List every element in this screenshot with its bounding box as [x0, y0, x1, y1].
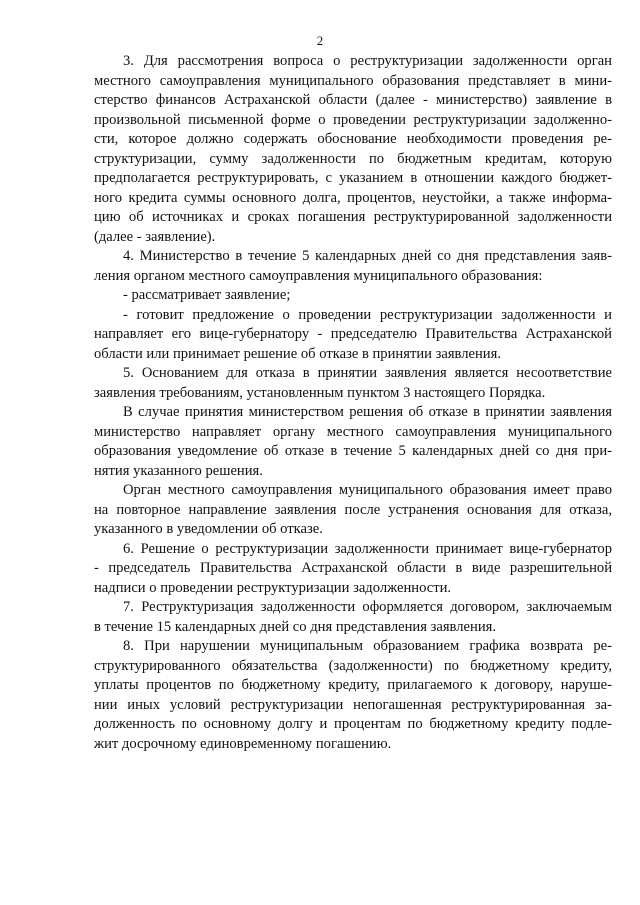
paragraph-line: 7. Реструктуризация задолженности оформляется договором, заключаемым — [123, 599, 612, 615]
document-body — [94, 52, 612, 754]
paragraph-resubmission — [94, 481, 612, 540]
paragraph-line: на повторное направление заявления после устранения основания для отказа, — [94, 501, 612, 518]
paragraph-line: 6. Решение о реструктуризации задолженности принимает вице-губернатор — [123, 540, 612, 557]
paragraph-line: В случае принятия министерством решения об отказе в принятии заявления — [123, 404, 612, 420]
paragraph-line: структуризации, сумму задолженности по бюджетным кредитам, которую — [94, 150, 612, 167]
paragraph-line: произвольной письменной форме о проведении реструктуризации задолженно- — [94, 111, 612, 128]
paragraph-line: 8. При нарушении муниципальным образованием графика возврата ре- — [123, 638, 612, 654]
paragraph-line: (далее - заявление). — [94, 228, 216, 245]
paragraph-line: предполагается реструктурировать, с указанием в отношении каждого бюджет- — [94, 170, 612, 186]
paragraph-line: ления органом местного самоуправления муниципального образования: — [94, 267, 543, 284]
paragraph-8 — [94, 637, 612, 754]
paragraph-line: в течение 15 календарных дней со дня представления заявления. — [94, 618, 496, 635]
paragraph-line: министерство направляет органу местного самоуправления муниципального — [94, 423, 612, 440]
paragraph-line: области или принимает решение об отказе в принятии заявления. — [94, 345, 501, 362]
page-number: 2 — [316, 33, 324, 48]
paragraph-refusal-notice — [94, 403, 612, 481]
paragraph-5 — [94, 364, 612, 403]
paragraph-line: 3. Для рассмотрения вопроса о реструктуризации задолженности орган — [123, 53, 612, 69]
paragraph-line: жит досрочному единовременному погашению. — [94, 735, 392, 752]
paragraph-line: долженность по основному долгу и процентам по бюджетному кредиту подле- — [94, 716, 612, 732]
paragraph-line: направляет его вице-губернатору - председателю Правительства Астраханской — [94, 326, 612, 342]
paragraph-line: местного самоуправления муниципального образования представляет в мини- — [94, 72, 612, 89]
paragraph-line: - председатель Правительства Астраханской области в виде разрешительной — [94, 560, 612, 576]
paragraph-line: Орган местного самоуправления муниципального образования имеет право — [123, 482, 612, 498]
list-item-prepare — [94, 306, 612, 365]
paragraph-line: 5. Основанием для отказа в принятии заявления является несоответствие — [123, 365, 612, 381]
paragraph-line: нии иных условий реструктуризации непогашенная реструктурированная за- — [94, 696, 612, 713]
paragraph-line: структурированного обязательства (задолженности) по бюджетному кредиту, — [94, 657, 612, 674]
paragraph-line: сти, которое должно содержать обоснование необходимости проведения ре- — [94, 131, 612, 147]
paragraph-4 — [94, 247, 612, 286]
paragraph-line: указанного в уведомлении об отказе. — [94, 521, 323, 537]
paragraph-line: образования уведомление об отказе в течение 5 календарных дней со дня при- — [94, 443, 612, 459]
paragraph-line: нятия указанного решения. — [94, 462, 263, 479]
paragraph-line: - готовит предложение о проведении реструктуризации задолженности и — [123, 306, 612, 323]
paragraph-6 — [94, 540, 612, 599]
list-item-consider — [94, 286, 612, 306]
paragraph-line: цию об источниках и сроках погашения реструктурированной задолженности — [94, 209, 612, 225]
paragraph-line: ного кредита суммы основного долга, процентов, неустойки, а также информа- — [94, 189, 612, 206]
paragraph-line: стерство финансов Астраханской области (далее - министерство) заявление в — [94, 92, 612, 108]
paragraph-line: надписи о проведении реструктуризации задолженности. — [94, 579, 452, 596]
paragraph-line: 4. Министерство в течение 5 календарных дней со дня представления заяв- — [123, 248, 612, 264]
paragraph-7 — [94, 598, 612, 637]
paragraph-3 — [94, 52, 612, 247]
paragraph-line: заявления требованиям, установленным пунктом 3 настоящего Порядка. — [94, 384, 546, 401]
paragraph-line: уплаты процентов по бюджетному кредиту, прилагаемого к договору, наруше- — [94, 677, 612, 693]
paragraph-line: - рассматривает заявление; — [123, 287, 291, 303]
